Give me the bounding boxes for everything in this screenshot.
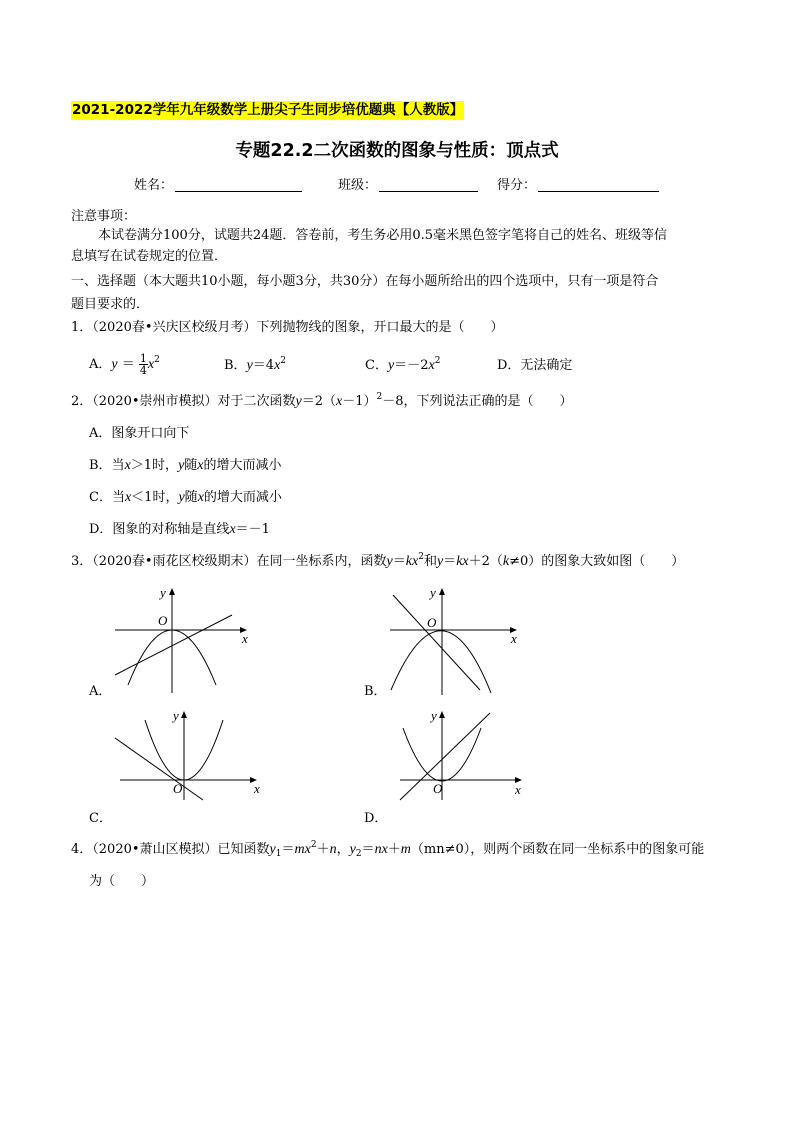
q3-graph-a-x-label: x: [242, 631, 248, 646]
score-label: 得分：: [497, 178, 537, 193]
q3-graph-c-x-label: x: [254, 781, 260, 796]
notes-line-1: 本试卷满分100分，试题共24题．答卷前，考生务必用0.5毫米黑色签字笔将自己的姓名、班级等信: [98, 228, 668, 243]
score-field[interactable]: [538, 177, 659, 192]
q3-stem: 3．（2020春•雨花区校级期末）在同一坐标系内，函数$y=kx^2$和y＝kx＋2（k≠0）的图象大致如图（ ）: [71, 552, 685, 569]
q3-graph-b[interactable]: [385, 585, 525, 695]
q3-graph-c[interactable]: [110, 708, 265, 808]
q1-stem: 1．（2020春•兴庆区校级月考）下列抛物线的图象，开口最大的是（ ）: [71, 320, 504, 335]
q3-option-d-label[interactable]: D．: [364, 811, 388, 826]
q3-option-b-label[interactable]: B．: [364, 684, 387, 699]
name-field[interactable]: [175, 177, 302, 192]
section-1-line-1: 一、选择题（本大题共10小题，每小题3分，共30分）在每小题所给出的四个选项中，只有一项是符合: [71, 274, 659, 289]
q1-option-a[interactable]: A．y ＝ $\frac{1}{4}$ $x^2$: [89, 352, 160, 377]
q3-graph-a-y-label: y: [160, 585, 166, 600]
page-title: 专题22.2二次函数的图象与性质：顶点式: [235, 141, 559, 161]
q3-graph-a[interactable]: [110, 585, 255, 695]
q2-option-d[interactable]: D．图象的对称轴是直线x＝－1: [89, 522, 270, 537]
q1-option-b[interactable]: B．$y=4x^2$: [224, 356, 287, 373]
q3-graph-c-origin: O: [173, 781, 183, 796]
q3-graph-d-origin: O: [433, 781, 443, 796]
banner: 2021-2022学年九年级数学上册尖子生同步培优题典【人教版】: [72, 102, 464, 118]
q3-graph-d-y-label: y: [431, 708, 437, 723]
q1-option-c[interactable]: C．$y=-2x^2$: [365, 356, 441, 373]
q1-option-a-label: A．: [89, 357, 112, 372]
q2-stem: 2．（2020•崇州市模拟）对于二次函数$y=2(x-1)^2-8$，下列说法正确的是（ ）: [71, 392, 573, 409]
q2-option-c[interactable]: C．当x＜1时，y随x的增大而减小: [89, 490, 282, 505]
class-field[interactable]: [379, 177, 478, 192]
q3-graph-b-y-label: y: [430, 585, 436, 600]
name-label: 姓名：: [134, 178, 174, 193]
q3-graph-c-y-label: y: [173, 708, 179, 723]
notes-heading: 注意事项：: [71, 209, 137, 224]
q1-fraction: $\frac{1}{4}$: [139, 352, 147, 377]
q3-option-a-label[interactable]: A．: [89, 684, 112, 699]
q4-stem-line-1: 4．（2020•萧山区模拟）已知函数$y_1=mx^2+n$，$y_2=nx+m(mn\ne 0)$，则两个函数在同一坐标系中的图象可能: [71, 840, 705, 859]
q2-option-a[interactable]: A．图象开口向下: [89, 426, 190, 441]
q3-graph-d[interactable]: [395, 708, 530, 808]
q3-graph-b-x-label: x: [511, 631, 517, 646]
q3-option-c-label[interactable]: C．: [89, 811, 112, 826]
q3-graph-d-x-label: x: [515, 782, 521, 797]
class-label: 班级：: [338, 178, 378, 193]
q4-stem-line-2: 为（ ）: [89, 874, 155, 889]
q1-option-d[interactable]: D．无法确定: [497, 358, 573, 373]
notes-line-2: 息填写在试卷规定的位置．: [71, 249, 228, 264]
q3-graph-b-origin: O: [427, 615, 437, 630]
q2-option-b[interactable]: B．当x＞1时，y随x的增大而减小: [89, 458, 282, 473]
q3-graph-a-origin: O: [158, 613, 168, 628]
section-1-line-2: 题目要求的．: [71, 297, 150, 312]
